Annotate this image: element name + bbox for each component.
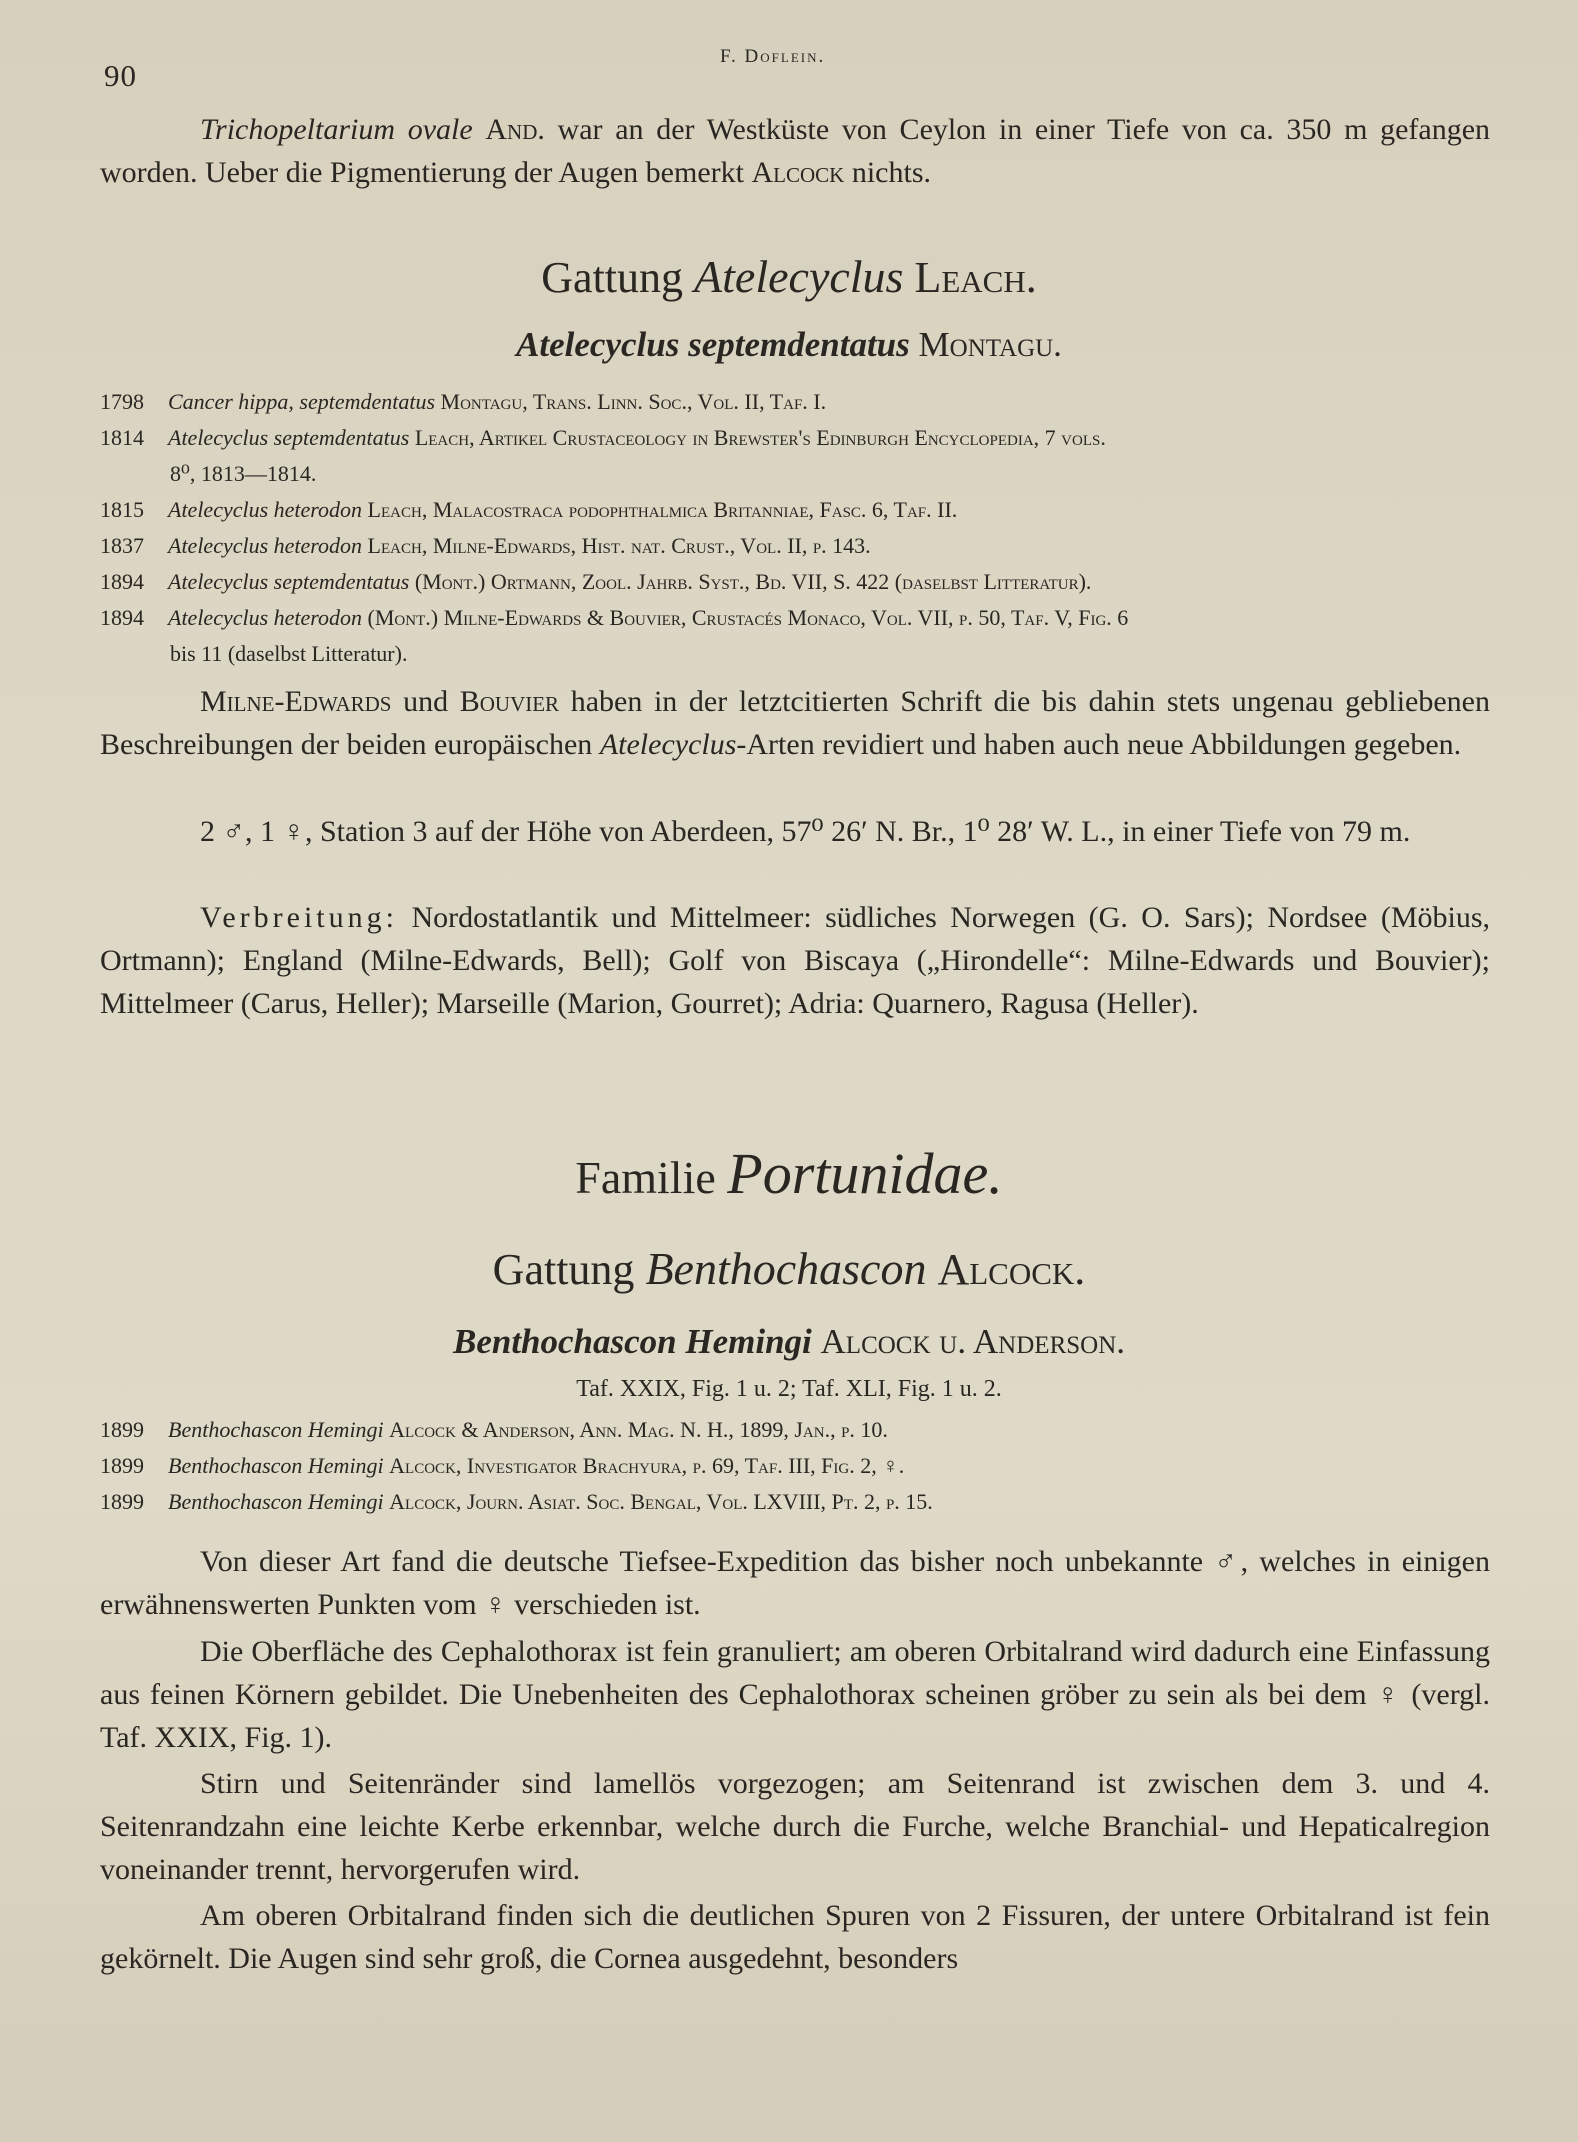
synonym-year: 1899 xyxy=(100,1453,144,1478)
synonym-taxon: Atelecyclus septemdentatus xyxy=(168,569,410,594)
paragraph-revision xyxy=(100,680,1490,766)
paragraph-orbital: Am oberen Orbitalrand finden sich die deutlichen Spuren von 2 Fissuren, der untere Orbitalrand ist fein gekörnelt. Die Augen sind sehr groß, die Cornea ausgedehnt, besonders xyxy=(100,1899,1490,1975)
synonym-entry xyxy=(100,420,1500,456)
synonym-ref: Alcock & Anderson, Ann. Mag. N. H., 1899, Jan., p. 10. xyxy=(389,1417,888,1442)
species-author: Montagu. xyxy=(918,325,1062,364)
synonym-year: 1837 xyxy=(100,533,144,558)
paragraph-expedition: Von dieser Art fand die deutsche Tiefsee-Expedition das bisher noch unbekannte ♂, welches in einigen erwähnenswerten Punkten vom ♀ verschieden ist. xyxy=(100,1545,1490,1621)
synonym-entry xyxy=(100,1448,1500,1484)
synonym-year: 1899 xyxy=(100,1489,144,1514)
species-author: Alcock u. Anderson. xyxy=(820,1322,1126,1361)
genus-name: Atelecyclus xyxy=(694,251,904,302)
synonym-taxon: Benthochascon Hemingi xyxy=(168,1417,384,1442)
text-run: Bouvier xyxy=(459,685,560,718)
synonym-taxon: Benthochascon Hemingi xyxy=(168,1453,384,1478)
synonymy-list-benthochascon xyxy=(100,1412,1500,1520)
synonym-taxon: Atelecyclus heterodon xyxy=(168,497,363,522)
text-run: haben in der letztcitierten Schrift die bis dahin stets ungenau gebliebenen Beschreibungen der beiden europäischen xyxy=(100,685,1490,761)
genus-prefix: Gattung xyxy=(492,1245,635,1294)
synonym-ref: Leach, Malacostraca podophthalmica Britanniae, Fasc. 6, Taf. II. xyxy=(367,497,958,522)
synonym-ref: (Mont.) Ortmann, Zool. Jahrb. Syst., Bd. VII, S. 422 (daselbst Litteratur). xyxy=(414,569,1092,594)
paragraph-surface: Die Oberfläche des Cephalothorax ist fein granuliert; am oberen Orbitalrand wird dadurch eine Einfassung aus feinen Körnern gebildet. Die Unebenheiten des Cephalothorax scheinen gröber zu sein als bei dem ♀ (vergl. Taf. XXIX, Fig. 1). xyxy=(100,1635,1490,1754)
paragraph-station: 2 ♂, 1 ♀, Station 3 auf der Höhe von Aberdeen, 57⁰ 26′ N. Br., 1⁰ 28′ W. L., in einer Tiefe von 79 m. xyxy=(200,815,1411,848)
family-heading-portunidae xyxy=(0,1140,1578,1207)
intro-paragraph xyxy=(100,108,1490,194)
synonym-ref: Montagu, Trans. Linn. Soc., Vol. II, Taf. I. xyxy=(440,389,827,414)
family-name: Portunidae. xyxy=(727,1141,1003,1206)
synonym-ref: Leach, Artikel Crustaceology in Brewster's Edinburgh Encyclopedia, 7 vols. xyxy=(414,425,1106,450)
intro-text: war an der Westküste von Ceylon in einer Tiefe von ca. 350 m gefangen worden. Ueber die Pigmentierung der Augen bemerkt xyxy=(100,113,1491,189)
synonymy-list-atelecyclus xyxy=(100,384,1500,672)
text-run: -Arten revidiert und haben auch neue Abbildungen gegeben. xyxy=(736,728,1462,761)
species-name: Benthochascon Hemingi xyxy=(452,1322,812,1361)
synonym-year: 1894 xyxy=(100,569,144,594)
synonym-entry xyxy=(100,600,1500,636)
synonym-entry xyxy=(100,1412,1500,1448)
synonym-entry xyxy=(100,528,1500,564)
plate-reference: Taf. XXIX, Fig. 1 u. 2; Taf. XLI, Fig. 1 u. 2. xyxy=(576,1376,1002,1402)
family-prefix: Familie xyxy=(575,1152,716,1203)
intro-author: And. xyxy=(485,113,545,146)
synonym-ref: Leach, Milne-Edwards, Hist. nat. Crust., Vol. II, p. 143. xyxy=(367,533,871,558)
text-run: und xyxy=(403,685,449,718)
page-number: 90 xyxy=(104,58,137,93)
paragraph-distribution xyxy=(100,896,1490,1025)
genus-author: Leach. xyxy=(914,253,1037,302)
text-run: Milne-Edwards xyxy=(200,685,392,718)
synonym-year: 1814 xyxy=(100,425,144,450)
synonym-ref: Alcock, Journ. Asiat. Soc. Bengal, Vol. LXVIII, Pt. 2, p. 15. xyxy=(389,1489,933,1514)
genus-name: Benthochascon xyxy=(645,1243,927,1294)
synonym-year: 1899 xyxy=(100,1417,144,1442)
species-heading-hemingi xyxy=(0,1322,1578,1362)
intro-alcock: Alcock xyxy=(751,156,845,189)
distribution-text: Nordostatlantik und Mittelmeer: südliches Norwegen (G. O. Sars); Nordsee (Möbius, Ortmann); England (Milne-Edwards, Bell); Golf von Biscaya („Hirondelle“: Milne-Edwards und Bouvier); Mittelmeer (Carus, Heller); Marseille (Marion, Gourret); Adria: Quarnero, Ragusa (Heller). xyxy=(100,901,1491,1020)
genus-heading-benthochascon xyxy=(0,1242,1578,1295)
paragraph-margins: Stirn und Seitenränder sind lamellös vorgezogen; am Seitenrand ist zwischen dem 3. und 4. Seitenrandzahn eine leichte Kerbe erkennbar, welche durch die Furche, welche Branchial- und Hepaticalregion voneinander trennt, hervorgerufen wird. xyxy=(100,1767,1490,1886)
synonym-ref: (Mont.) Milne-Edwards & Bouvier, Crustacés Monaco, Vol. VII, p. 50, Taf. V, Fig. 6 xyxy=(367,605,1129,630)
synonym-entry xyxy=(100,1484,1500,1520)
text-run: Atelecyclus xyxy=(599,728,737,761)
synonym-year: 1894 xyxy=(100,605,144,630)
genus-heading-atelecyclus xyxy=(0,250,1578,303)
synonym-taxon: Atelecyclus heterodon xyxy=(168,533,363,558)
synonym-continuation: bis 11 (daselbst Litteratur). xyxy=(170,641,408,666)
genus-author: Alcock. xyxy=(937,1245,1086,1294)
synonym-year: 1815 xyxy=(100,497,144,522)
synonym-entry xyxy=(100,492,1500,528)
genus-prefix: Gattung xyxy=(541,253,684,302)
synonym-taxon: Benthochascon Hemingi xyxy=(168,1489,384,1514)
species-heading-septemdentatus xyxy=(0,325,1578,365)
distribution-label: Verbreitung: xyxy=(200,901,398,934)
synonym-taxon: Atelecyclus heterodon xyxy=(168,605,363,630)
intro-text-end: nichts. xyxy=(851,156,931,189)
synonym-entry xyxy=(100,564,1500,600)
synonym-taxon: Atelecyclus septemdentatus xyxy=(168,425,410,450)
running-header: F. Doflein. xyxy=(720,46,826,67)
species-name: Atelecyclus septemdentatus xyxy=(516,325,910,364)
intro-species: Trichopeltarium ovale xyxy=(200,113,473,146)
synonym-taxon: Cancer hippa, septemdentatus xyxy=(168,389,436,414)
synonym-ref: Alcock, Investigator Brachyura, p. 69, Taf. III, Fig. 2, ♀. xyxy=(389,1453,905,1478)
synonym-continuation: 8⁰, 1813—1814. xyxy=(170,461,317,486)
synonym-entry xyxy=(100,384,1500,420)
synonym-year: 1798 xyxy=(100,389,144,414)
